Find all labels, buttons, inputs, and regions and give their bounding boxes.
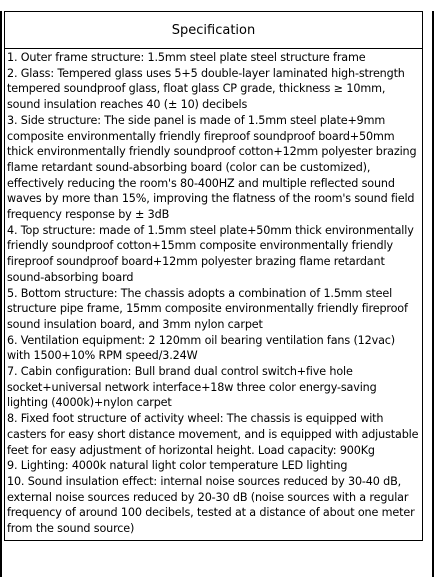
- spec-item-8: 8. Fixed foot structure of activity wheel: The chassis is equipped with casters for easy short distance movement, and is equipped with adjustable feet for easy adjustment of horizontal height. Load capacity: 900Kg: [7, 412, 419, 457]
- left-edge-rule: [0, 11, 2, 577]
- specification-header: [5, 12, 422, 49]
- spec-item-3: 3. Side structure: The side panel is made of 1.5mm steel plate+9mm composite environmentally friendly fireproof soundproof board+50mm thick environmentally friendly soundproof cotton+12mm polyester brazing flame retardant sound-absorbing board (color can be customized), effectively reducing the room's 80-400HZ and multiple reflected sound waves by more than 15%, improving the flatness of the room's sound field frequency response by ± 3dB: [7, 113, 417, 222]
- spec-item-10: 10. Sound insulation effect: internal noise sources reduced by 30-40 dB, external noise sources reduced by 20-30 dB (noise sources with a regular frequency of around 100 decibels, tested at a distance of about one meter from the sound source): [7, 474, 415, 536]
- spec-item-4: 4. Top structure: made of 1.5mm steel plate+50mm thick environmentally friendly soundproof cotton+15mm composite environmentally friendly fireproof soundproof board+12mm polyester brazing flame retardant sound-absorbing board: [7, 223, 414, 284]
- spec-item-1: 1. Outer frame structure: 1.5mm steel plate steel structure frame: [7, 51, 366, 64]
- right-edge-rule: [432, 11, 434, 577]
- specification-body: [5, 49, 422, 540]
- spec-item-6: 6. Ventilation equipment: 2 120mm oil bearing ventilation fans (12vac) with 1500+10% RPM speed/3.24W: [7, 333, 395, 363]
- spec-item-7: 7. Cabin configuration: Bull brand dual control switch+five hole socket+universal network interface+18w three color energy-saving lighting (4000k)+nylon carpet: [7, 365, 377, 410]
- spec-item-9: 9. Lighting: 4000k natural light color temperature LED lighting: [7, 459, 348, 473]
- spec-item-5: 5. Bottom structure: The chassis adopts a combination of 1.5mm steel structure pipe frame, 15mm composite environmentally friendly fireproof sound insulation board, and 3mm nylon carpet: [7, 286, 408, 331]
- specification-table: [4, 11, 423, 541]
- spec-item-2: 2. Glass: Tempered glass uses 5+5 double-layer laminated high-strength tempered soundproof glass, float glass CP grade, thickness ≥ 10mm, sound insulation reaches 40 (± 10) decibels: [7, 66, 405, 112]
- specification-title: Specification: [171, 22, 256, 38]
